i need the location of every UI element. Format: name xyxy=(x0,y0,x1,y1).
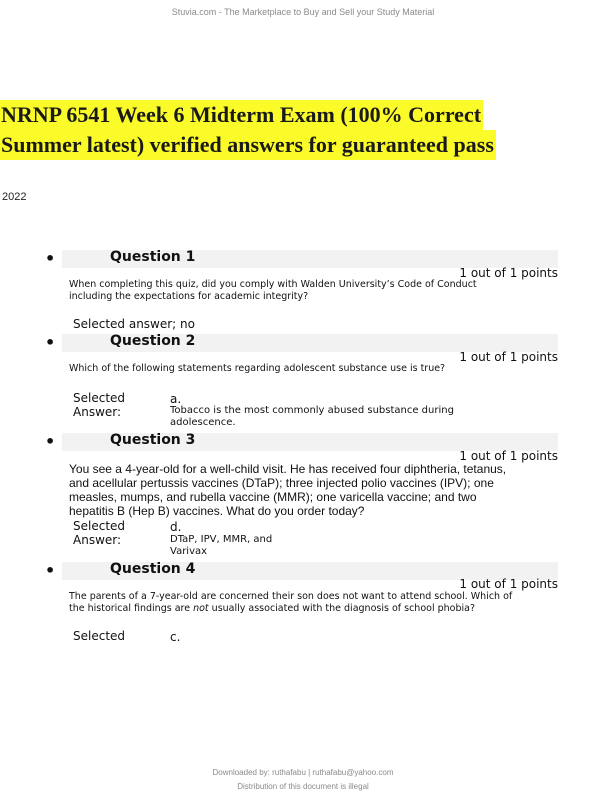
question-4-text-emphasis: not xyxy=(193,603,209,614)
question-1-text: When completing this quiz, did you comply with Walden University’s Code of Conduct including the expectations for academic integrity? xyxy=(69,279,477,302)
document-title xyxy=(0,100,496,160)
question-3-answer-letter: d. xyxy=(170,520,182,534)
question-2-selected-label: Selected xyxy=(73,391,126,405)
question-1-title: Question 1 xyxy=(110,249,196,265)
question-1-selected-answer: Selected answer; no xyxy=(73,317,195,331)
question-4-title: Question 4 xyxy=(110,561,196,577)
question-4-points: 1 out of 1 points xyxy=(459,577,558,591)
question-3-points: 1 out of 1 points xyxy=(459,449,558,463)
bullet: • xyxy=(45,249,56,268)
download-notice: Downloaded by: ruthafabu | ruthafabu@yahoo.com xyxy=(212,768,394,777)
question-4-selected-label: Selected xyxy=(73,629,126,643)
watermark-top: Stuvia.com - The Marketplace to Buy and Sell your Study Material xyxy=(171,7,435,17)
question-1-points: 1 out of 1 points xyxy=(459,266,558,280)
bullet: • xyxy=(45,432,56,451)
question-4-text xyxy=(69,591,514,615)
question-2-title: Question 2 xyxy=(110,333,196,349)
title-line-1: NRNP 6541 Week 6 Midterm Exam (100% Correct xyxy=(0,100,483,130)
question-4-text-part: usually associated with the diagnosis of school phobia? xyxy=(208,603,475,614)
question-4-answer-letter: c. xyxy=(170,630,181,644)
question-4-text-part: The parents of a 7-year-old are concerned their son does not want to attend school. Which of the historical findings are xyxy=(69,591,513,614)
question-2-answer-letter: a. xyxy=(170,392,182,406)
title-line-2: Summer latest) verified answers for guaranteed pass xyxy=(0,130,496,160)
question-3-answer-text: DTaP, IPV, MMR, and Varivax xyxy=(170,534,273,557)
question-2-answer-text: Tobacco is the most commonly abused substance during adolescence. xyxy=(170,405,454,428)
bullet: • xyxy=(45,561,56,580)
year-label: 2022 xyxy=(2,191,27,203)
question-3-text: You see a 4-year-old for a well-child visit. He has received four diphtheria, tetanus, and acellular pertussis vaccines (DTaP); three injected polio vaccines (IPV); one measles, mumps, and rubella vaccine (MMR); one varicella vaccine; and two hepatitis B (Hep B) vaccines. What do you order today? xyxy=(69,462,507,518)
question-2-text: Which of the following statements regarding adolescent substance use is true? xyxy=(69,363,446,374)
question-3-answer-label: Answer: xyxy=(73,533,122,547)
question-3-title: Question 3 xyxy=(110,432,196,448)
question-3-selected-label: Selected xyxy=(73,519,126,533)
question-2-points: 1 out of 1 points xyxy=(459,350,558,364)
question-2-answer-label: Answer: xyxy=(73,405,122,419)
bullet: • xyxy=(45,333,56,352)
distribution-notice: Distribution of this document is illegal xyxy=(237,782,369,791)
